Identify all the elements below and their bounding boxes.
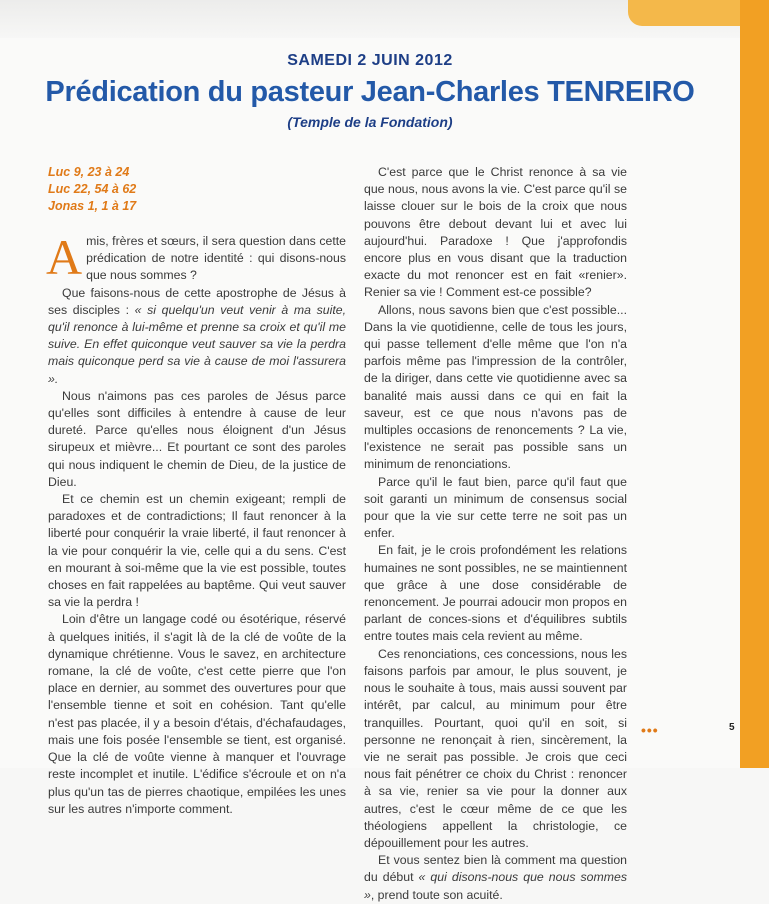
paragraph-text: Et vous sentez bien là comment ma question du début (364, 853, 627, 885)
right-column (364, 164, 627, 904)
article-subtitle: (Temple de la Fondation) (287, 114, 453, 130)
corner-tab (628, 0, 740, 26)
paragraph: En fait, je le crois profondément les relations humaines ne sont possibles, ne se maintiennent que grâce à une dose considérable de renoncement. Je pourrai adoucir mon propos en parlant de conces-sions et d'équilibres subtils entre toutes mais cela revient au même. (364, 543, 627, 644)
scripture-references (48, 164, 346, 215)
reference-item: Luc 9, 23 à 24 (48, 165, 130, 179)
ellipsis-dots: ••• (641, 722, 659, 738)
paragraph (48, 285, 346, 388)
drop-cap: A (46, 229, 83, 285)
paragraph: Et ce chemin est un chemin exigeant; rempli de paradoxes et de contradictions; Il faut renoncer à la liberté pour conquérir la vraie liberté, il faut renoncer à la vie pour conquérir la vie, celle qui a du sens. C'est en mourant à soi-même que la vie est possible, toutes choses en fait rappelées au baptême. Qui veut sauver sa vie la perdra ! (48, 492, 346, 610)
page-number: 5 (729, 722, 735, 733)
paragraph (46, 229, 346, 285)
orange-side-bar (740, 0, 769, 768)
paragraph: Allons, nous savons bien que c'est possible... Dans la vie quotidienne, celle de tous les jours, qui passe tellement d'elle même que l'on n'a parfois même pas l'impression de la contrôler, de la diriger, dans cette vie quotidienne avec sa banalité mais aussi dans ce qui en fait la saveur, est ce que nous n'avons pas de multiples occasions de renoncements ? La vie, l'existence ne serait pas possible sans un minimum de renonciations. (364, 302, 627, 472)
reference-item: Jonas 1, 1 à 17 (48, 199, 137, 213)
paragraph: Parce qu'il le faut bien, parce qu'il faut que soit garanti un minimum de consensus social pour que la vie sur cette terre ne soit pas un enfer. (364, 474, 627, 541)
reference-item: Luc 22, 54 à 62 (48, 182, 137, 196)
bible-quote: « si quelqu'un veut venir à ma suite, qu'il renonce à lui-même et prenne sa croix et qu'il me suive. En effet quiconque veut sauver sa vie la perdra mais quiconque perd sa vie à cause de moi l'assurera ». (48, 302, 347, 386)
paragraph (364, 852, 627, 904)
question-quote: « qui disons-nous que nous sommes » (364, 870, 627, 902)
left-column (48, 164, 346, 818)
article-header (38, 50, 702, 132)
paragraph-text: mis, frères et sœurs, il sera question dans cette prédication de notre identité : qui disons-nous que nous sommes ? (86, 234, 346, 283)
paragraph-text: , prend toute son acuité. (370, 887, 503, 902)
paragraph-text: Que faisons-nous de cette apostrophe de Jésus à ses disciples : (48, 285, 346, 317)
article-date: SAMEDI 2 JUIN 2012 (287, 52, 453, 69)
paragraph: Ces renonciations, ces concessions, nous les faisons parfois par amour, le plus souvent, je nous le souhaite à tous, mais aussi souvent par intérêt, par calcul, au minimum pour être tranquilles. Pourtant, quoi qu'il en soit, si personne ne renonçait à rien, sincèrement, la vie ne serait pas possible. Je crois que ceci nous fait pénétrer ce choix du Christ : renoncer à sa vie, renier sa vie pour la donner aux autres, c'est le cœur même de ce que les théologiens appellent la christologie, ce dépouillement pour les autres. (364, 646, 627, 850)
paragraph: Loin d'être un langage codé ou ésotérique, réservé à quelques initiés, il s'agit là de la clé de voûte de la dynamique chrétienne. Vous le savez, en architecture romane, la clé de voûte, c'est cette pierre que l'on place en dernier, au sommet des ouvertures pour que l'ensemble tienne et soit en cohésion. Tant qu'elle n'est pas placée, il y a besoin d'étais, d'échafaudages, mais une fois posée l'ensemble se tient, est organisé. Que la clé de voûte vienne à manquer et l'ouvrage reste incomplet et inutile. L'édifice s'écroule et on n'a plus qu'un tas de pierres chaotique, empilées les unes sur les autres n'importe comment. (48, 612, 346, 816)
paragraph: C'est parce que le Christ renonce à sa vie que nous, nous avons la vie. C'est parce qu'il se laisse clouer sur le bois de la croix que nous pouvons être debout devant lui et avec lui aujourd'hui. Paradoxe ! Que j'approfondis encore plus en vous disant que la traduction exacte du mot renoncer est en fait «renier». Renier sa vie ! Comment est-ce possible? (364, 165, 627, 300)
paragraph: Nous n'aimons pas ces paroles de Jésus parce qu'elles sont difficiles à entendre à cause de leur dureté. Parce qu'elles nous éloignent d'un Jésus sirupeux et mièvre... Et pourtant ce sont des paroles qui nous indiquent le chemin de Dieu, de la justice de Dieu. (48, 388, 346, 489)
article-title: Prédication du pasteur Jean-Charles TENREIRO (45, 76, 695, 108)
